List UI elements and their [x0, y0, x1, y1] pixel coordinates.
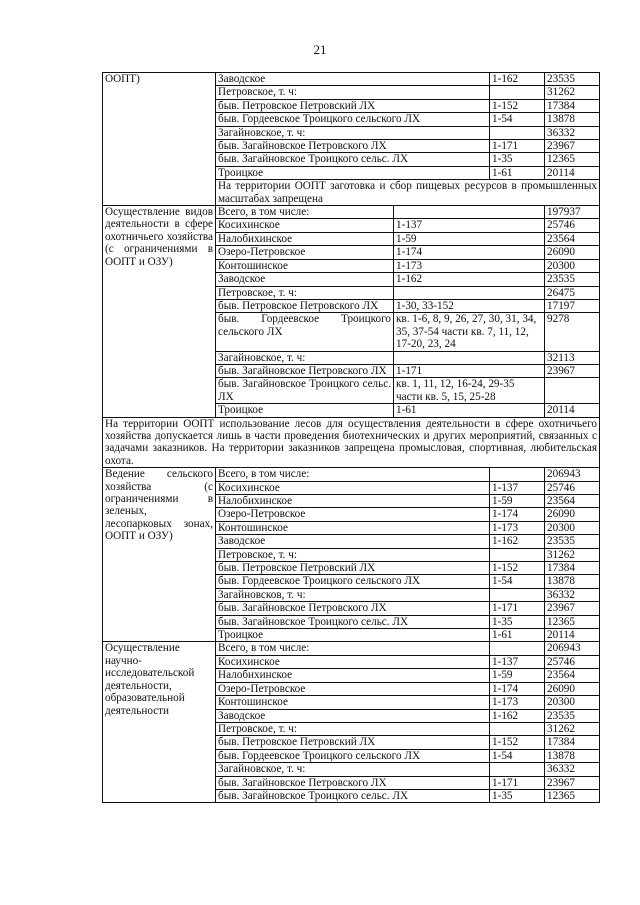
district-name-cell: быв. Гордеевское Троицкого сельского ЛХ	[216, 575, 490, 588]
quarter-range-cell: 1-152	[490, 562, 545, 575]
area-value-cell: 20300	[545, 696, 600, 709]
district-name-cell: Озеро-Петровское	[216, 508, 490, 521]
area-value-cell: 23535	[545, 709, 600, 722]
quarter-range-cell: 1-59	[490, 669, 545, 682]
area-value-cell: 12365	[545, 615, 600, 628]
quarter-range-cell	[394, 351, 545, 364]
quarter-range-cell: 1-174	[394, 246, 545, 259]
district-name-cell: Контошинское	[216, 696, 490, 709]
quarter-range-cell	[490, 588, 545, 601]
forest-use-table	[102, 72, 600, 803]
area-value-cell: 23535	[545, 273, 600, 286]
area-value-cell: 36332	[545, 763, 600, 776]
quarter-range-cell: 1-162	[490, 709, 545, 722]
district-name-cell: быв. Гордеевское Троицкого сельского ЛХ	[216, 749, 490, 762]
area-value-cell: 23967	[545, 602, 600, 615]
area-value-cell: 9278	[545, 313, 600, 351]
restriction-note: На территории ООПТ заготовка и сбор пищевых ресурсов в промышленных масштабах запрещена	[216, 180, 600, 206]
quarter-range-cell: 1-54	[490, 749, 545, 762]
district-name-cell: Налобихинское	[216, 232, 394, 245]
table-body	[103, 73, 600, 803]
quarter-range-cell: 1-61	[490, 166, 545, 179]
quarter-range-cell	[394, 206, 545, 219]
area-value-cell: 25746	[545, 655, 600, 668]
quarter-range-cell: 1-59	[394, 232, 545, 245]
district-name-cell: быв. Загайновское Троицкого сельс. ЛХ	[216, 378, 394, 404]
area-value-cell: 20114	[545, 629, 600, 642]
quarter-range-cell	[490, 642, 545, 655]
quarter-range-cell	[490, 126, 545, 139]
district-name-cell: Петровское, т. ч:	[216, 722, 490, 735]
area-value-cell: 12365	[545, 789, 600, 802]
area-value-cell: 17384	[545, 736, 600, 749]
area-value-cell: 26090	[545, 508, 600, 521]
district-name-cell: быв. Гордеевское Троицкого сельского ЛХ	[216, 313, 394, 351]
table-row	[103, 206, 600, 219]
area-value-cell: 23967	[545, 776, 600, 789]
quarter-range-cell: 1-137	[490, 481, 545, 494]
area-value-cell: 36332	[545, 588, 600, 601]
area-value-cell: 23535	[545, 535, 600, 548]
district-name-cell: быв. Петровское Петровского ЛХ	[216, 299, 394, 312]
district-name-cell: быв. Загайновское Троицкого сельс. ЛХ	[216, 153, 490, 166]
area-value-cell: 20300	[545, 259, 600, 272]
quarter-range-cell	[490, 548, 545, 561]
district-name-cell: Загайновсков, т. ч:	[216, 588, 490, 601]
district-name-cell: быв. Гордеевское Троицкого сельского ЛХ	[216, 113, 490, 126]
table-row	[103, 468, 600, 481]
district-name-cell: Петровское, т. ч:	[216, 86, 490, 99]
quarter-range-cell: 1-174	[490, 508, 545, 521]
district-name-cell: Загайновское, т. ч:	[216, 763, 490, 776]
district-name-cell: Заводское	[216, 273, 394, 286]
quarter-range-cell	[490, 86, 545, 99]
quarter-range-cell: кв. 1-6, 8, 9, 26, 27, 30, 31, 34, 35, 37-54 части кв. 7, 11, 12, 17-20, 23, 24	[394, 313, 545, 351]
restriction-note: На территории ООПТ использование лесов для осуществления деятельности в сфере охотничьего хозяйства допускается лишь в части проведения биотехнических и других мероприятий, связанных с задачами заказников. На территории заказников запрещена промысловая, спортивная, любительская охота.	[103, 417, 600, 468]
area-value-cell: 20114	[545, 166, 600, 179]
quarter-range-cell	[394, 286, 545, 299]
quarter-range-cell: 1-54	[490, 113, 545, 126]
district-name-cell: быв. Загайновское Петровского ЛХ	[216, 602, 490, 615]
district-name-cell: быв. Загайновское Троицкого сельс. ЛХ	[216, 789, 490, 802]
district-name-cell: Всего, в том числе:	[216, 206, 394, 219]
district-name-cell: Загайновское, т. ч:	[216, 351, 394, 364]
area-value-cell: 12365	[545, 153, 600, 166]
quarter-range-cell	[490, 763, 545, 776]
district-name-cell: Налобихинское	[216, 669, 490, 682]
quarter-range-cell	[490, 468, 545, 481]
area-value-cell: 31262	[545, 86, 600, 99]
area-value-cell: 197937	[545, 206, 600, 219]
district-name-cell: Контошинское	[216, 259, 394, 272]
quarter-range-cell: 1-174	[490, 682, 545, 695]
district-name-cell: Налобихинское	[216, 495, 490, 508]
quarter-range-cell: 1-35	[490, 153, 545, 166]
quarter-range-cell: 1-171	[490, 602, 545, 615]
quarter-range-cell: 1-162	[490, 73, 545, 86]
activity-cell: Осуществление научно-исследовательской деятельности, образовательной деятельности	[103, 642, 216, 803]
quarter-range-cell: 1-173	[490, 696, 545, 709]
area-value-cell: 23564	[545, 669, 600, 682]
area-value-cell: 13878	[545, 113, 600, 126]
area-value-cell: 23564	[545, 495, 600, 508]
quarter-range-cell: 1-173	[394, 259, 545, 272]
quarter-range-cell: 1-30, 33-152	[394, 299, 545, 312]
area-value-cell: 25746	[545, 219, 600, 232]
area-value-cell	[545, 378, 600, 404]
district-name-cell: Заводское	[216, 73, 490, 86]
district-name-cell: Троицкое	[216, 629, 490, 642]
quarter-range-cell: 1-35	[490, 615, 545, 628]
area-value-cell: 17197	[545, 299, 600, 312]
note-row	[103, 417, 600, 468]
area-value-cell: 20114	[545, 404, 600, 417]
area-value-cell: 26475	[545, 286, 600, 299]
district-name-cell: Косихинское	[216, 219, 394, 232]
area-value-cell: 23967	[545, 364, 600, 377]
quarter-range-cell: 1-162	[490, 535, 545, 548]
area-value-cell: 20300	[545, 521, 600, 534]
district-name-cell: быв. Загайновское Петровского ЛХ	[216, 776, 490, 789]
district-name-cell: Косихинское	[216, 655, 490, 668]
activity-cell: Ведение сельского хозяйства (с ограничениями в зеленых, лесопарковых зонах, ООПТ и ОЗУ)	[103, 468, 216, 642]
area-value-cell: 23535	[545, 73, 600, 86]
quarter-range-cell: 1-61	[490, 629, 545, 642]
quarter-range-cell: 1-171	[490, 140, 545, 153]
area-value-cell: 206943	[545, 468, 600, 481]
district-name-cell: Озеро-Петровское	[216, 682, 490, 695]
area-value-cell: 23967	[545, 140, 600, 153]
quarter-range-cell: 1-173	[490, 521, 545, 534]
area-value-cell: 25746	[545, 481, 600, 494]
activity-cell: Осуществление видов деятельности в сфере охотничьего хозяйства (с ограничениями в ООПТ и ОЗУ)	[103, 206, 216, 418]
quarter-range-cell: 1-35	[490, 789, 545, 802]
district-name-cell: быв. Загайновское Петровского ЛХ	[216, 364, 394, 377]
forest-use-table-sheet	[102, 72, 599, 803]
activity-cell: ООПТ)	[103, 73, 216, 206]
quarter-range-cell	[490, 722, 545, 735]
district-name-cell: Загайновское, т. ч:	[216, 126, 490, 139]
district-name-cell: Косихинское	[216, 481, 490, 494]
district-name-cell: Всего, в том числе:	[216, 642, 490, 655]
area-value-cell: 23564	[545, 232, 600, 245]
quarter-range-cell: 1-61	[394, 404, 545, 417]
area-value-cell: 26090	[545, 682, 600, 695]
district-name-cell: быв. Загайновское Петровского ЛХ	[216, 140, 490, 153]
quarter-range-cell: 1-171	[394, 364, 545, 377]
district-name-cell: Троицкое	[216, 166, 490, 179]
district-name-cell: Троицкое	[216, 404, 394, 417]
quarter-range-cell: 1-152	[490, 99, 545, 112]
area-value-cell: 26090	[545, 246, 600, 259]
quarter-range-cell: 1-137	[394, 219, 545, 232]
page-number: 21	[313, 42, 327, 57]
table-row	[103, 642, 600, 655]
area-value-cell: 13878	[545, 575, 600, 588]
area-value-cell: 206943	[545, 642, 600, 655]
district-name-cell: Контошинское	[216, 521, 490, 534]
area-value-cell: 32113	[545, 351, 600, 364]
area-value-cell: 36332	[545, 126, 600, 139]
quarter-range-cell: 1-59	[490, 495, 545, 508]
district-name-cell: Озеро-Петровское	[216, 246, 394, 259]
quarter-range-cell: 1-171	[490, 776, 545, 789]
quarter-range-cell: 1-137	[490, 655, 545, 668]
area-value-cell: 17384	[545, 562, 600, 575]
quarter-range-cell: 1-152	[490, 736, 545, 749]
area-value-cell: 17384	[545, 99, 600, 112]
area-value-cell: 31262	[545, 722, 600, 735]
district-name-cell: быв. Петровское Петровский ЛХ	[216, 562, 490, 575]
district-name-cell: Петровское, т. ч:	[216, 548, 490, 561]
district-name-cell: быв. Петровское Петровский ЛХ	[216, 99, 490, 112]
district-name-cell: Заводское	[216, 535, 490, 548]
quarter-range-cell: кв. 1, 11, 12, 16-24, 29-35 части кв. 5, 15, 25-28	[394, 378, 545, 404]
district-name-cell: Всего, в том числе:	[216, 468, 490, 481]
district-name-cell: Петровское, т. ч:	[216, 286, 394, 299]
district-name-cell: быв. Загайновское Троицкого сельс. ЛХ	[216, 615, 490, 628]
table-row	[103, 73, 600, 86]
district-name-cell: Заводское	[216, 709, 490, 722]
quarter-range-cell: 1-162	[394, 273, 545, 286]
area-value-cell: 31262	[545, 548, 600, 561]
district-name-cell: быв. Петровское Петровский ЛХ	[216, 736, 490, 749]
quarter-range-cell: 1-54	[490, 575, 545, 588]
area-value-cell: 13878	[545, 749, 600, 762]
